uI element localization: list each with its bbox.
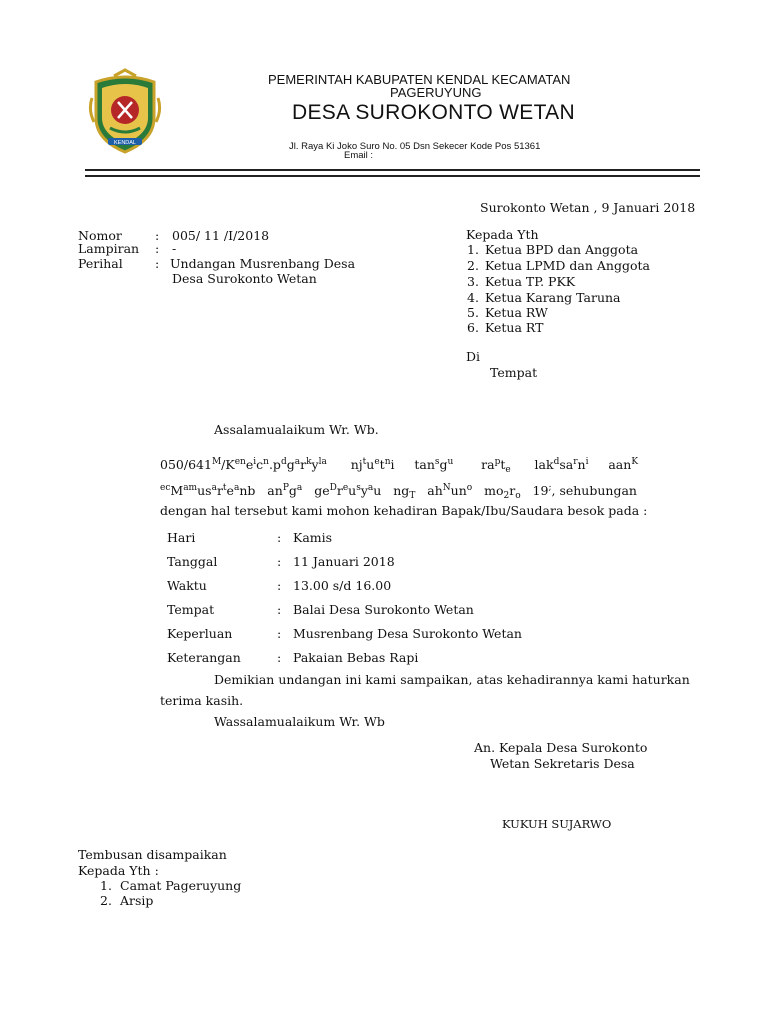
recipient-label: Ketua TP. PKK — [485, 274, 576, 289]
detail-label: Keperluan — [167, 626, 233, 641]
body-fragment: r — [336, 483, 343, 498]
body-line-3: dengan hal tersebut kami mohon kehadiran Bapak/Ibu/Saudara besok pada : — [160, 503, 648, 518]
tembusan-kepada: Kepada Yth : — [78, 863, 159, 878]
detail-label: Keterangan — [167, 650, 241, 665]
recipient-number: 6. — [467, 320, 479, 335]
body-fragment: N — [442, 483, 451, 493]
detail-value: Balai Desa Surokonto Wetan — [293, 602, 474, 617]
recipient-number: 5. — [467, 305, 479, 320]
body-fragment: g — [288, 483, 297, 498]
header-government-line: PEMERINTAH KABUPATEN KENDAL KECAMATAN — [268, 72, 571, 87]
recipient-label: Ketua LPMD dan Anggota — [485, 258, 650, 273]
recipient-number: 1. — [467, 242, 479, 257]
nomor-value: 005/ 11 /I/2018 — [172, 228, 270, 243]
body-fragment: u — [447, 457, 454, 467]
body-fragment: r — [216, 483, 223, 498]
perihal-label: Perihal — [78, 256, 123, 271]
body-fragment: n — [577, 457, 586, 472]
perihal-value-1: Undangan Musrenbang Desa — [170, 256, 356, 271]
recipient-item — [467, 242, 638, 257]
body-fragment: y — [360, 483, 368, 498]
detail-colon: : — [277, 530, 282, 545]
kendal-crest-logo — [88, 68, 162, 154]
recipient-label: Ketua RW — [485, 305, 548, 320]
body-fragment: u — [366, 457, 375, 472]
body-fragment: e — [245, 457, 254, 472]
body-fragment: 050/641 — [160, 457, 212, 472]
recipient-label: Ketua Karang Taruna — [485, 290, 621, 305]
detail-value: Kamis — [293, 530, 333, 545]
body-fragment: 19 — [520, 483, 549, 498]
greeting: Assalamualaikum Wr. Wb. — [214, 422, 379, 437]
recipient-item — [467, 320, 543, 335]
tembusan-number: 2. — [100, 893, 112, 908]
detail-label: Tanggal — [167, 554, 218, 569]
detail-value: Musrenbang Desa Surokonto Wetan — [293, 626, 522, 641]
body-fragment: .p — [268, 457, 281, 472]
body-fragment: ; — [548, 483, 552, 493]
perihal-colon: : — [155, 256, 160, 271]
body-fragment: , sehubungan — [551, 483, 637, 498]
body-fragment: i — [253, 457, 257, 467]
body-fragment: t — [362, 457, 367, 467]
recipient-number: 3. — [467, 274, 479, 289]
body-fragment: T — [409, 491, 416, 501]
body-fragment: sa — [559, 457, 574, 472]
body-fragment: aan — [588, 457, 632, 472]
body-fragment: n — [384, 457, 391, 467]
body-fragment: ge — [302, 483, 330, 498]
body-fragment: nb — [239, 483, 256, 498]
detail-colon: : — [277, 602, 282, 617]
body-fragment: a — [367, 483, 374, 493]
body-fragment: ah — [415, 483, 443, 498]
body-fragment: la — [318, 457, 327, 467]
body-fragment: P — [282, 483, 289, 493]
body-fragment: k — [306, 457, 312, 467]
body-fragment: ng — [381, 483, 410, 498]
body-fragment: g — [286, 457, 295, 472]
body-fragment: d — [280, 457, 287, 467]
body-fragment: us — [197, 483, 212, 498]
body-line-2 — [160, 483, 637, 501]
body-fragment: e — [226, 483, 234, 498]
tembusan-label: Arsip — [120, 893, 154, 908]
recipient-item — [467, 258, 650, 273]
header-divider-top — [85, 169, 700, 171]
body-fragment: a — [296, 483, 303, 493]
body-fragment: t — [222, 483, 227, 493]
recipient-number: 4. — [467, 290, 479, 305]
lampiran-label: Lampiran — [78, 241, 140, 256]
detail-label: Waktu — [167, 578, 207, 593]
nomor-colon: : — [155, 228, 160, 243]
tempat-label: Tempat — [490, 365, 538, 380]
body-fragment: r — [300, 457, 307, 472]
recipients-heading: Kepada Yth — [466, 227, 539, 242]
body-fragment: /K — [221, 457, 235, 472]
body-fragment: p — [494, 457, 501, 467]
body-fragment: t — [379, 457, 385, 472]
signature-title-2: Wetan Sekretaris Desa — [490, 756, 635, 771]
body-fragment: M — [211, 457, 222, 467]
tembusan-item — [100, 878, 241, 893]
body-fragment: D — [329, 483, 337, 493]
body-fragment: tan — [394, 457, 435, 472]
header-email: Email : — [344, 150, 374, 161]
header-village-title: DESA SUROKONTO WETAN — [292, 101, 575, 124]
recipient-label: Ketua BPD dan Anggota — [485, 242, 639, 257]
body-fragment: u — [373, 483, 382, 498]
body-fragment: ec — [160, 483, 171, 493]
header-address: Jl. Raya Ki Joko Suro No. 05 Dsn Sekecer Kode Pos 51361 — [289, 141, 541, 152]
body-fragment: o — [466, 483, 473, 493]
letter-date: Surokonto Wetan , 9 Januari 2018 — [480, 200, 696, 215]
recipient-item — [467, 305, 548, 320]
body-fragment: e — [505, 465, 511, 475]
detail-value: 13.00 s/d 16.00 — [293, 578, 392, 593]
tembusan-heading: Tembusan disampaikan — [78, 847, 227, 862]
logo-text: KENDAL — [113, 140, 137, 146]
body-fragment: s — [434, 457, 440, 467]
body-fragment: mo — [472, 483, 504, 498]
body-fragment: t — [500, 457, 506, 472]
detail-label: Hari — [167, 530, 196, 545]
signatory-name: KUKUH SUJARWO — [502, 817, 612, 831]
recipient-item — [467, 274, 575, 289]
detail-colon: : — [277, 650, 282, 665]
detail-value: Pakaian Bebas Rapi — [293, 650, 419, 665]
body-line-1 — [160, 457, 638, 475]
detail-colon: : — [277, 554, 282, 569]
nomor-label: Nomor — [78, 228, 122, 243]
body-fragment: 2 — [503, 491, 510, 501]
body-fragment: e — [342, 483, 349, 493]
body-fragment: n — [263, 457, 269, 467]
body-fragment: r — [509, 483, 516, 498]
closing-salam: Wassalamualaikum Wr. Wb — [214, 714, 385, 729]
body-fragment: u — [348, 483, 357, 498]
recipient-item — [467, 290, 621, 305]
body-fragment: e — [374, 457, 380, 467]
body-fragment: an — [255, 483, 283, 498]
tembusan-number: 1. — [100, 878, 112, 893]
header-divider-bottom — [85, 175, 700, 177]
di-label: Di — [466, 349, 481, 364]
lampiran-colon: : — [155, 241, 160, 256]
body-fragment: a — [294, 457, 301, 467]
body-fragment: d — [553, 457, 560, 467]
body-fragment: r — [573, 457, 578, 467]
body-fragment: un — [450, 483, 467, 498]
body-fragment: a — [233, 483, 240, 493]
body-fragment: M — [170, 483, 184, 498]
body-fragment: i — [390, 457, 395, 472]
perihal-value-2: Desa Surokonto Wetan — [172, 271, 317, 286]
recipient-label: Ketua RT — [485, 320, 544, 335]
body-fragment: ra — [453, 457, 495, 472]
detail-value: 11 Januari 2018 — [293, 554, 395, 569]
header-district-line: PAGERUYUNG — [390, 85, 482, 100]
lampiran-value: - — [172, 241, 177, 256]
body-fragment: K — [631, 457, 639, 467]
body-fragment: am — [183, 483, 198, 493]
body-fragment: y — [311, 457, 319, 472]
body-fragment: o — [515, 491, 521, 501]
body-fragment: a — [211, 483, 217, 493]
detail-label: Tempat — [167, 602, 215, 617]
signature-title-1: An. Kepala Desa Surokonto — [474, 740, 648, 755]
detail-colon: : — [277, 578, 282, 593]
closing-line-2: terima kasih. — [160, 693, 244, 708]
detail-colon: : — [277, 626, 282, 641]
body-fragment: en — [234, 457, 246, 467]
tembusan-item — [100, 893, 153, 908]
recipient-number: 2. — [467, 258, 479, 273]
body-fragment: lak — [510, 457, 554, 472]
body-fragment: s — [356, 483, 361, 493]
body-fragment: g — [439, 457, 448, 472]
body-fragment: i — [585, 457, 589, 467]
body-fragment: c — [256, 457, 264, 472]
tembusan-label: Camat Pageruyung — [120, 878, 242, 893]
closing-line-1: Demikian undangan ini kami sampaikan, atas kehadirannya kami haturkan — [214, 672, 690, 687]
body-fragment: nj — [326, 457, 363, 472]
